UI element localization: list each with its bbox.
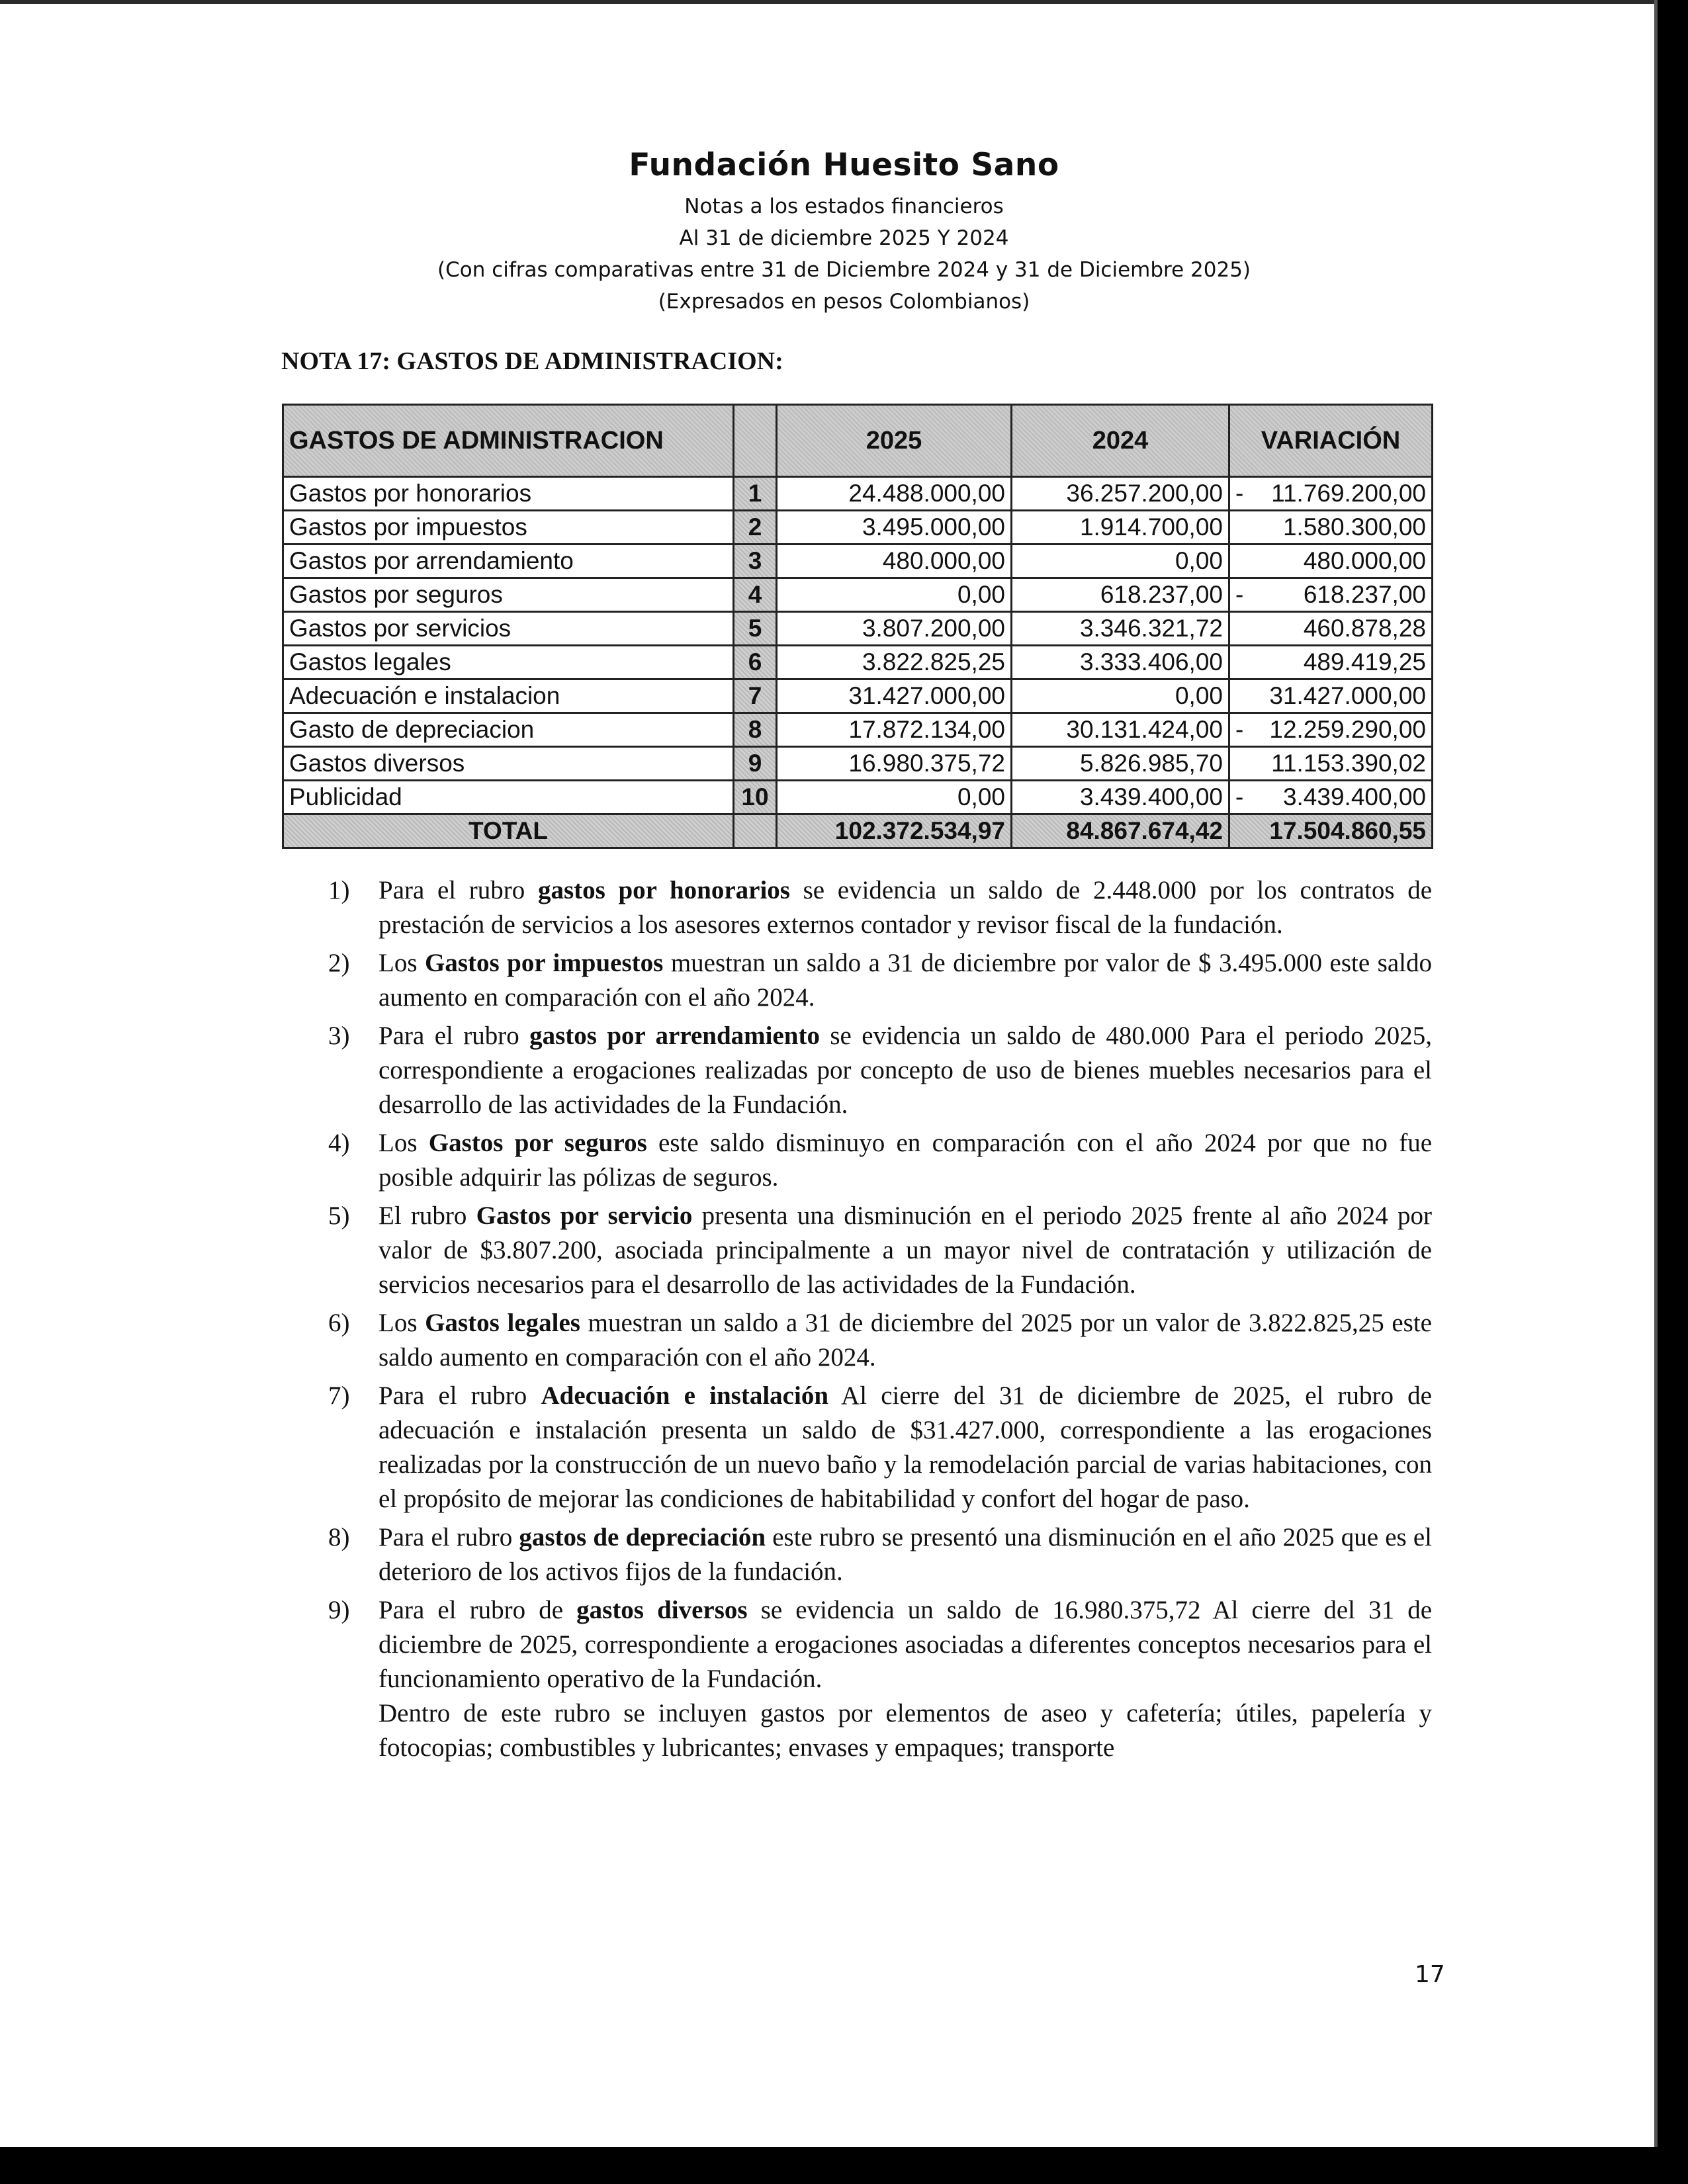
row-concept: Gastos por seguros bbox=[283, 578, 734, 612]
row-number: 4 bbox=[734, 578, 777, 612]
note-text-post: muestran un saldo a 31 de diciembre del 2025 por un valor de 3.822.825,25 este saldo aumento en comparación con el año 2024. bbox=[378, 1309, 1432, 1372]
subtitle-currency: (Expresados en pesos Colombianos) bbox=[658, 290, 1030, 314]
row-2024: 0,00 bbox=[1012, 545, 1229, 578]
note-text-pre: Los bbox=[378, 1129, 429, 1157]
note-item bbox=[328, 1593, 1432, 1765]
row-variation: 460.878,28 bbox=[1303, 615, 1426, 642]
note-item bbox=[328, 946, 1432, 1015]
row-2025: 0,00 bbox=[777, 781, 1012, 814]
note-text-post: este rubro se presentó una disminución en el año 2025 que es el deterioro de los activos fijos de la fundación. bbox=[378, 1523, 1433, 1586]
row-2024: 618.237,00 bbox=[1012, 578, 1229, 612]
row-2024: 36.257.200,00 bbox=[1012, 477, 1229, 511]
row-2024: 30.131.424,00 bbox=[1012, 713, 1229, 747]
note-item bbox=[328, 1306, 1432, 1375]
row-variation-cell bbox=[1229, 545, 1433, 578]
row-variation: 11.153.390,02 bbox=[1271, 750, 1426, 777]
row-2024: 3.333.406,00 bbox=[1012, 646, 1229, 679]
total-2024: 84.867.674,42 bbox=[1012, 814, 1229, 848]
row-variation-cell bbox=[1229, 713, 1433, 747]
note-text-post: se evidencia un saldo de 16.980.375,72 Al cierre del 31 de diciembre de 2025, correspondiente a erogaciones asociadas a diferentes conceptos necesarios para el funcionamiento operativo de la Fundación. bbox=[378, 1596, 1433, 1693]
total-number-cell bbox=[734, 814, 777, 848]
note-text-pre: Para el rubro bbox=[378, 1381, 541, 1410]
row-number: 10 bbox=[734, 781, 777, 814]
row-concept: Gastos legales bbox=[283, 646, 734, 679]
row-variation-cell bbox=[1229, 578, 1433, 612]
note-item bbox=[328, 873, 1432, 942]
row-variation: 11.769.200,00 bbox=[1271, 480, 1426, 507]
row-concept: Gastos por impuestos bbox=[283, 511, 734, 545]
row-2024: 0,00 bbox=[1012, 679, 1229, 713]
row-2024: 3.346.321,72 bbox=[1012, 612, 1229, 646]
row-variation-sign: - bbox=[1235, 783, 1244, 810]
row-number: 9 bbox=[734, 747, 777, 781]
row-2025: 31.427.000,00 bbox=[777, 679, 1012, 713]
note-text-pre: Para el rubro de bbox=[378, 1596, 577, 1624]
subtitle-comparative: (Con cifras comparativas entre 31 de Diciembre 2024 y 31 de Diciembre 2025) bbox=[437, 258, 1251, 282]
row-concept: Adecuación e instalacion bbox=[283, 679, 734, 713]
note-text-pre: Los bbox=[378, 949, 425, 977]
row-variation: 618.237,00 bbox=[1303, 581, 1426, 608]
row-2025: 0,00 bbox=[777, 578, 1012, 612]
row-concept: Gastos por arrendamiento bbox=[283, 545, 734, 578]
note-number: 2) bbox=[328, 949, 350, 977]
row-2025: 3.807.200,00 bbox=[777, 612, 1012, 646]
row-variation: 3.439.400,00 bbox=[1282, 783, 1426, 810]
note-number: 7) bbox=[328, 1381, 350, 1410]
row-variation-cell bbox=[1229, 646, 1433, 679]
table-row bbox=[283, 477, 1433, 511]
note-number: 1) bbox=[328, 876, 350, 904]
total-label: TOTAL bbox=[283, 814, 734, 848]
notes-list bbox=[328, 873, 1432, 1769]
scan-right-border bbox=[1658, 0, 1688, 2184]
table-row bbox=[283, 578, 1433, 612]
row-variation: 12.259.290,00 bbox=[1269, 716, 1426, 743]
table-row bbox=[283, 612, 1433, 646]
row-2025: 16.980.375,72 bbox=[777, 747, 1012, 781]
page-number: 17 bbox=[1415, 1961, 1445, 1988]
row-number: 5 bbox=[734, 612, 777, 646]
expenses-table bbox=[282, 404, 1433, 849]
note-extra-text: Dentro de este rubro se incluyen gastos por elementos de aseo y cafetería; útiles, papelería y fotocopias; combustibles y lubricantes; envases y empaques; transporte bbox=[378, 1699, 1432, 1762]
note-text-pre: Para el rubro bbox=[378, 876, 538, 904]
row-2024: 5.826.985,70 bbox=[1012, 747, 1229, 781]
note-text-post: este saldo disminuyo en comparación con el año 2024 por que no fue posible adquirir las pólizas de seguros. bbox=[378, 1129, 1433, 1192]
section-heading: NOTA 17: GASTOS DE ADMINISTRACION: bbox=[281, 347, 783, 375]
note-number: 4) bbox=[328, 1129, 350, 1157]
total-row bbox=[283, 814, 1433, 848]
row-variation-cell bbox=[1229, 477, 1433, 511]
total-variation: 17.504.860,55 bbox=[1229, 814, 1433, 848]
row-2025: 3.495.000,00 bbox=[777, 511, 1012, 545]
table-row bbox=[283, 713, 1433, 747]
row-variation-cell bbox=[1229, 781, 1433, 814]
note-item bbox=[328, 1126, 1432, 1195]
row-variation: 489.419,25 bbox=[1303, 648, 1426, 676]
note-number: 3) bbox=[328, 1022, 350, 1050]
row-number: 8 bbox=[734, 713, 777, 747]
scan-bottom-border bbox=[0, 2147, 1688, 2184]
table-row bbox=[283, 511, 1433, 545]
note-bold-term: gastos por honorarios bbox=[537, 876, 790, 904]
note-item bbox=[328, 1019, 1432, 1122]
table-row bbox=[283, 679, 1433, 713]
note-text-pre: Los bbox=[378, 1309, 425, 1337]
total-2025: 102.372.534,97 bbox=[777, 814, 1012, 848]
note-bold-term: gastos por arrendamiento bbox=[529, 1022, 820, 1050]
table-row bbox=[283, 545, 1433, 578]
note-number: 8) bbox=[328, 1523, 350, 1551]
row-concept: Gastos diversos bbox=[283, 747, 734, 781]
row-variation-cell bbox=[1229, 679, 1433, 713]
document-title: Fundación Huesito Sano bbox=[629, 147, 1059, 183]
note-text-post: muestran un saldo a 31 de diciembre por valor de $ 3.495.000 este saldo aumento en comparación con el año 2024. bbox=[378, 949, 1432, 1012]
note-bold-term: gastos de depreciación bbox=[519, 1523, 766, 1551]
note-text-post: se evidencia un saldo de 480.000 Para el periodo 2025, correspondiente a erogaciones realizadas por concepto de uso de bienes muebles necesarios para el desarrollo de las actividades de la Fundación. bbox=[378, 1022, 1432, 1119]
note-number: 6) bbox=[328, 1309, 350, 1337]
note-bold-term: Gastos por servicio bbox=[476, 1201, 693, 1230]
row-number: 1 bbox=[734, 477, 777, 511]
note-bold-term: Gastos por impuestos bbox=[425, 949, 664, 977]
note-text-pre: Para el rubro bbox=[378, 1022, 530, 1050]
table-header-row bbox=[283, 405, 1433, 477]
row-variation: 31.427.000,00 bbox=[1269, 682, 1426, 709]
note-bold-term: Gastos legales bbox=[425, 1309, 580, 1337]
row-2025: 480.000,00 bbox=[777, 545, 1012, 578]
row-concept: Gastos por servicios bbox=[283, 612, 734, 646]
note-text-pre: El rubro bbox=[378, 1201, 476, 1230]
note-number: 9) bbox=[328, 1596, 350, 1624]
note-bold-term: Gastos por seguros bbox=[428, 1129, 647, 1157]
header-concept: GASTOS DE ADMINISTRACION bbox=[283, 405, 734, 477]
row-variation-sign: - bbox=[1235, 716, 1244, 743]
row-2024: 1.914.700,00 bbox=[1012, 511, 1229, 545]
note-text-pre: Para el rubro bbox=[378, 1523, 519, 1551]
note-text-post: se evidencia un saldo de 2.448.000 por los contratos de prestación de servicios a los asesores externos contador y revisor fiscal de la fundación. bbox=[378, 876, 1433, 939]
row-variation-cell bbox=[1229, 612, 1433, 646]
row-2025: 24.488.000,00 bbox=[777, 477, 1012, 511]
header-number bbox=[734, 405, 777, 477]
row-number: 6 bbox=[734, 646, 777, 679]
note-text-post: presenta una disminución en el periodo 2025 frente al año 2024 por valor de $3.807.200, asociada principalmente a un mayor nivel de contratación y utilización de servicios necesarios para el desarrollo de las actividades de la Fundación. bbox=[378, 1201, 1432, 1299]
table-row bbox=[283, 781, 1433, 814]
header-variation: VARIACIÓN bbox=[1229, 405, 1433, 477]
row-2025: 3.822.825,25 bbox=[777, 646, 1012, 679]
row-concept: Publicidad bbox=[283, 781, 734, 814]
row-2024: 3.439.400,00 bbox=[1012, 781, 1229, 814]
row-variation-cell bbox=[1229, 511, 1433, 545]
row-concept: Gastos por honorarios bbox=[283, 477, 734, 511]
row-number: 7 bbox=[734, 679, 777, 713]
note-item bbox=[328, 1520, 1432, 1589]
row-variation-sign: - bbox=[1235, 480, 1244, 507]
table-row bbox=[283, 747, 1433, 781]
row-variation: 1.580.300,00 bbox=[1282, 513, 1426, 541]
note-item bbox=[328, 1379, 1432, 1516]
row-number: 3 bbox=[734, 545, 777, 578]
row-variation-cell bbox=[1229, 747, 1433, 781]
row-concept: Gasto de depreciacion bbox=[283, 713, 734, 747]
table-row bbox=[283, 646, 1433, 679]
subtitle-notes: Notas a los estados financieros bbox=[684, 195, 1004, 218]
header-2025: 2025 bbox=[777, 405, 1012, 477]
note-item bbox=[328, 1199, 1432, 1302]
row-number: 2 bbox=[734, 511, 777, 545]
note-bold-term: gastos diversos bbox=[576, 1596, 748, 1624]
row-2025: 17.872.134,00 bbox=[777, 713, 1012, 747]
row-variation: 480.000,00 bbox=[1303, 547, 1426, 574]
note-number: 5) bbox=[328, 1201, 350, 1230]
header-2024: 2024 bbox=[1012, 405, 1229, 477]
subtitle-date: Al 31 de diciembre 2025 Y 2024 bbox=[679, 226, 1009, 250]
note-text-post: Al cierre del 31 de diciembre de 2025, el rubro de adecuación e instalación presenta un saldo de $31.427.000, correspondiente a las erogaciones realizadas por la construcción de un nuevo baño y la remodelación parcial de varias habitaciones, con el propósito de mejorar las condiciones de habitabilidad y confort del hogar de paso. bbox=[378, 1381, 1432, 1513]
row-variation-sign: - bbox=[1235, 581, 1244, 608]
note-bold-term: Adecuación e instalación bbox=[541, 1381, 829, 1410]
scan-top-edge bbox=[0, 0, 1688, 4]
